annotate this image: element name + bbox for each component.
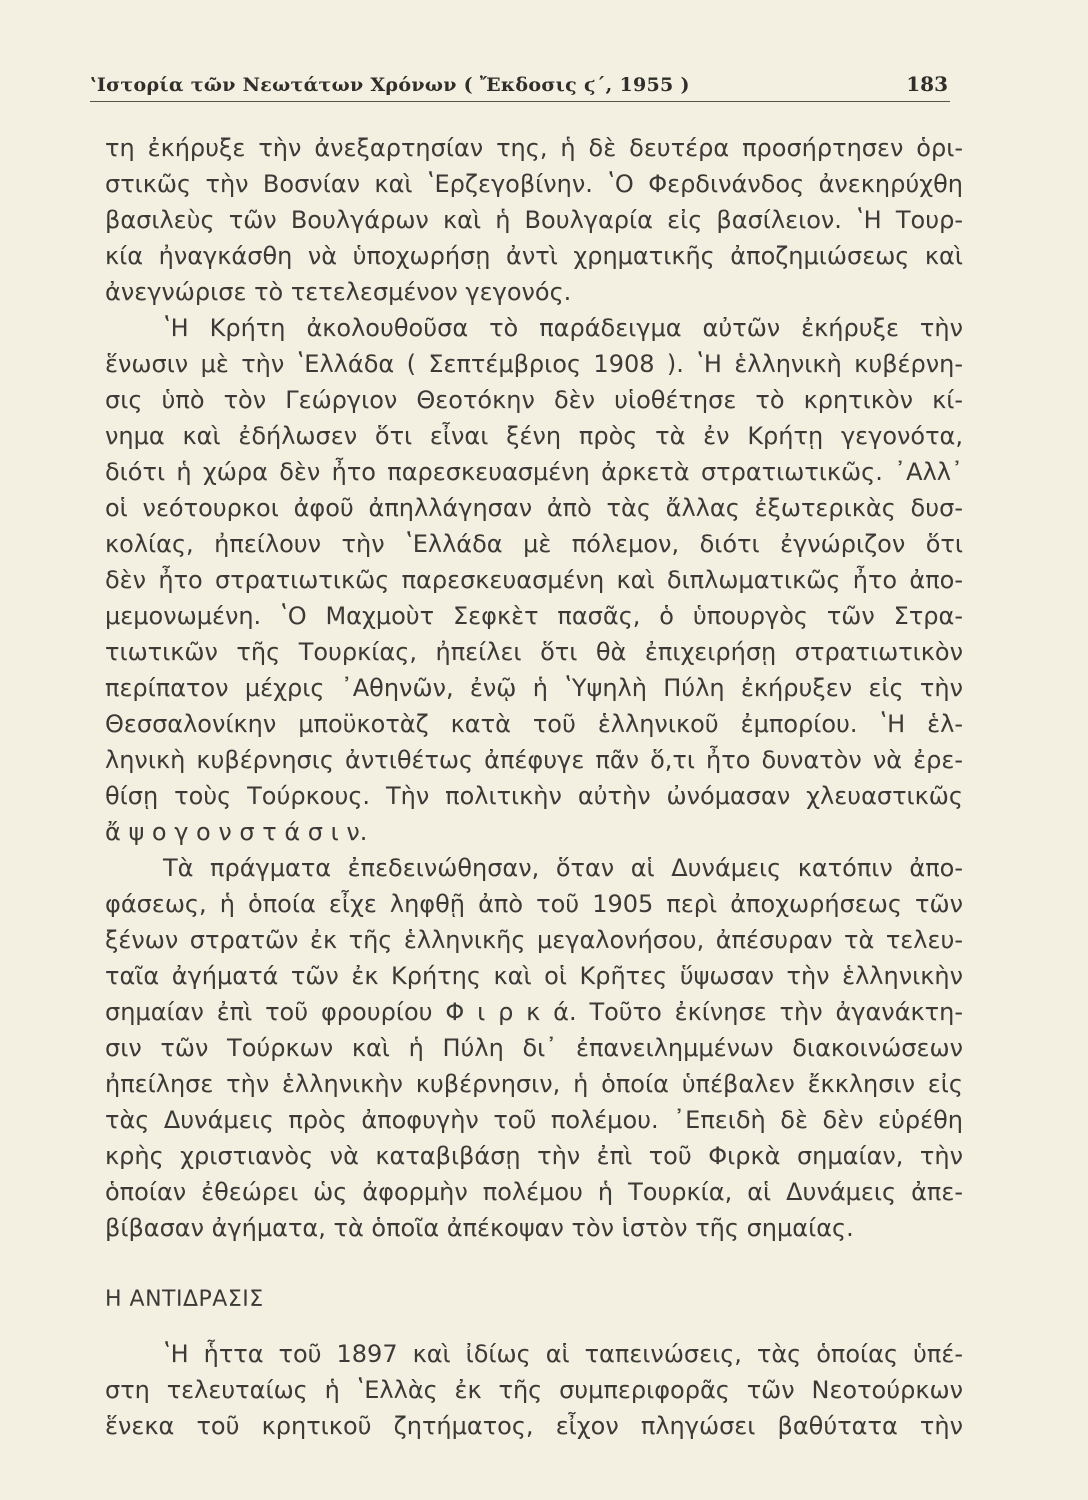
page-number: 183: [906, 72, 948, 96]
text-line: διότι ἡ χώρα δὲν ἦτο παρεσκευασμένη ἀρκετὰ στρατιωτικῶς. ᾽Αλλ᾽: [105, 458, 963, 486]
text-line: φάσεως, ἡ ὁποία εἶχε ληφθῇ ἀπὸ τοῦ 1905 περὶ ἀποχωρήσεως τῶν: [105, 890, 963, 918]
text-line: κρὴς χριστιανὸς νὰ καταβιβάσῃ τὴν ἐπὶ τοῦ Φιρκὰ σημαίαν, τὴν: [105, 1142, 963, 1170]
text-line: μεμονωμένη. ʽΟ Μαχμοὺτ Σεφκὲτ πασᾶς, ὁ ὑπουργὸς τῶν Στρα-: [105, 602, 963, 630]
text-line: ἕνεκα τοῦ κρητικοῦ ζητήματος, εἶχον πληγώσει βαθύτατα τὴν: [105, 1412, 963, 1440]
header-rule: [90, 101, 950, 102]
text-line: ἕνωσιν μὲ τὴν ʽΕλλάδα ( Σεπτέμβριος 1908 ). ʽΗ ἑλληνικὴ κυβέρνη-: [105, 350, 963, 378]
text-line: κολίας, ἠπείλουν τὴν ʽΕλλάδα μὲ πόλεμον, διότι ἐγνώριζον ὅτι: [105, 530, 963, 558]
text-line: νημα καὶ ἐδήλωσεν ὅτι εἶναι ξένη πρὸς τὰ ἐν Κρήτῃ γεγονότα,: [105, 422, 963, 450]
section-heading: Η ΑΝΤΙΔΡΑΣΙΣ: [105, 1287, 264, 1312]
text-line: περίπατον μέχρις ᾽Αθηνῶν, ἐνῷ ἡ ʽΥψηλὴ Πύλη ἐκήρυξεν εἰς τὴν: [105, 674, 963, 702]
section-spacer: [105, 1318, 963, 1336]
text-line: στικῶς τὴν Βοσνίαν καὶ ʽΕρζεγοβίνην. ʽΟ Φερδινάνδος ἀνεκηρύχθη: [105, 170, 963, 198]
section-spacer: [105, 1246, 963, 1282]
text-line: Τὰ πράγματα ἐπεδεινώθησαν, ὅταν αἱ Δυνάμεις κατόπιν ἀπο-: [163, 854, 963, 882]
text-line: Θεσσαλονίκην μποϋκοτὰζ κατὰ τοῦ ἑλληνικοῦ ἐμπορίου. ʽΗ ἑλ-: [105, 710, 963, 738]
text-line: ʽΗ Κρήτη ἀκολουθοῦσα τὸ παράδειγμα αὐτῶν ἐκήρυξε τὴν: [163, 314, 963, 342]
text-line: βασιλεὺς τῶν Βουλγάρων καὶ ἡ Βουλγαρία εἰς βασίλειον. ʽΗ Τουρ-: [105, 206, 963, 234]
text-line: ἀνεγνώρισε τὸ τετελεσμένον γεγονός.: [105, 278, 572, 306]
text-line: ληνικὴ κυβέρνησις ἀντιθέτως ἀπέφυγε πᾶν ὅ,τι ἦτο δυνατὸν νὰ ἐρε-: [105, 746, 963, 774]
body-text: [105, 130, 963, 1444]
running-title: ʽΙστορία τῶν Νεωτάτων Χρόνων ( Ἔκδοσις ϛ΄, 1955 ): [90, 74, 690, 96]
text-line: δὲν ἦτο στρατιωτικῶς παρεσκευασμένη καὶ διπλωματικῶς ἦτο ἀπο-: [105, 566, 963, 594]
text-line: ἠπείλησε τὴν ἑλληνικὴν κυβέρνησιν, ἡ ὁποία ὑπέβαλεν ἔκκλησιν εἰς: [105, 1070, 963, 1098]
text-line: ταῖα ἀγήματά τῶν ἐκ Κρήτης καὶ οἱ Κρῆτες ὕψωσαν τὴν ἑλληνικὴν: [105, 962, 963, 990]
text-line: οἱ νεότουρκοι ἀφοῦ ἀπηλλάγησαν ἀπὸ τὰς ἄλλας ἐξωτερικὰς δυσ-: [105, 494, 963, 522]
text-line: ξένων στρατῶν ἐκ τῆς ἑλληνικῆς μεγαλονήσου, ἀπέσυραν τὰ τελευ-: [105, 926, 963, 954]
text-line: σημαίαν ἐπὶ τοῦ φρουρίου Φ ι ρ κ ά. Τοῦτο ἐκίνησε τὴν ἀγανάκτη-: [105, 998, 963, 1026]
text-line-spaced: ἄ ψ ο γ ο ν σ τ ά σ ι ν.: [105, 818, 368, 846]
text-line: τὰς Δυνάμεις πρὸς ἀποφυγὴν τοῦ πολέμου. ᾽Επειδὴ δὲ δὲν εὑρέθη: [105, 1106, 963, 1134]
text-line: θίσῃ τοὺς Τούρκους. Τὴν πολιτικὴν αὐτὴν ὠνόμασαν χλευαστικῶς: [105, 782, 963, 810]
text-line: βίβασαν ἀγήματα, τὰ ὁποῖα ἀπέκοψαν τὸν ἱστὸν τῆς σημαίας.: [105, 1214, 854, 1242]
text-line: τιωτικῶν τῆς Τουρκίας, ἠπείλει ὅτι θὰ ἐπιχειρήσῃ στρατιωτικὸν: [105, 638, 963, 666]
text-line: τη ἐκήρυξε τὴν ἀνεξαρτησίαν της, ἡ δὲ δευτέρα προσήρτησεν ὁρι-: [105, 134, 963, 162]
text-line: σις ὑπὸ τὸν Γεώργιον Θεοτόκην δὲν υἱοθέτησε τὸ κρητικὸν κί-: [105, 386, 963, 414]
running-header: [90, 74, 948, 104]
text-line: ὁποίαν ἐθεώρει ὡς ἀφορμὴν πολέμου ἡ Τουρκία, αἱ Δυνάμεις ἀπε-: [105, 1178, 963, 1206]
text-line: στη τελευταίως ἡ ʽΕλλὰς ἐκ τῆς συμπεριφορᾶς τῶν Νεοτούρκων: [105, 1376, 963, 1404]
text-line: κία ἠναγκάσθη νὰ ὑποχωρήσῃ ἀντὶ χρηματικῆς ἀποζημιώσεως καὶ: [105, 242, 963, 270]
text-line: ʽΗ ἧττα τοῦ 1897 καὶ ἰδίως αἱ ταπεινώσεις, τὰς ὁποίας ὑπέ-: [163, 1340, 963, 1368]
text-line: σιν τῶν Τούρκων καὶ ἡ Πύλη δι᾽ ἐπανειλημμένων διακοινώσεων: [105, 1034, 963, 1062]
